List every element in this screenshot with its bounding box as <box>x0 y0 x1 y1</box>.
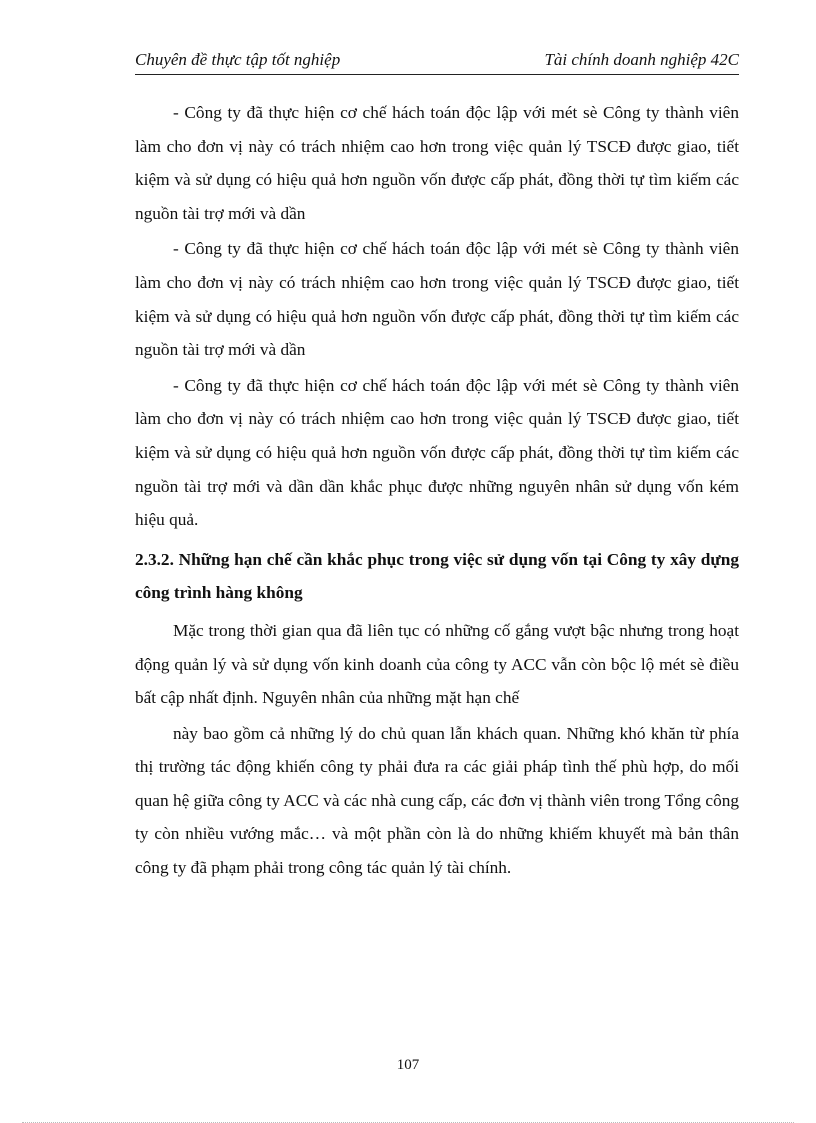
section-heading: 2.3.2. Những hạn chế cần khắc phục trong việc sử dụng vốn tại Công ty xây dựng công trình hàng không <box>135 549 739 603</box>
page-number: 107 <box>396 1057 420 1073</box>
paragraph-2: - Công ty đã thực hiện cơ chế hách toán độc lập với mét sè Công ty thành viên làm cho đơn vị này có trách nhiệm cao hơn trong việc quản lý TSCĐ được giao, tiết kiệm và sử dụng có hiệu quả hơn nguồn vốn được cấp phát, đồng thời tự tìm kiếm các nguồn tài trợ mới và dần <box>135 239 739 360</box>
page-header <box>135 48 739 75</box>
header-right-title: Tài chính doanh nghiệp 42C <box>544 50 739 69</box>
paragraph-1: - Công ty đã thực hiện cơ chế hách toán độc lập với mét sè Công ty thành viên làm cho đơn vị này có trách nhiệm cao hơn trong việc quản lý TSCĐ được giao, tiết kiệm và sử dụng có hiệu quả hơn nguồn vốn được cấp phát, đồng thời tự tìm kiếm các nguồn tài trợ mới và dần <box>135 103 739 223</box>
section-paragraph-1: Mặc trong thời gian qua đã liên tục có những cố gắng vượt bậc nhưng trong hoạt động quản lý và sử dụng vốn kinh doanh của công ty ACC vẫn còn bộc lộ mét sè điều bất cập nhất định. Nguyên nhân của những mặt hạn chế <box>135 620 739 708</box>
paragraph-3: - Công ty đã thực hiện cơ chế hách toán độc lập với mét sè Công ty thành viên làm cho đơn vị này có trách nhiệm cao hơn trong việc quản lý TSCĐ được giao, tiết kiệm và sử dụng có hiệu quả hơn nguồn vốn được cấp phát, đồng thời tự tìm kiếm các nguồn tài trợ mới và dần dần khắc phục được những nguyên nhân sử dụng vốn kém hiệu quả. <box>135 375 739 530</box>
section-paragraph-2: này bao gồm cả những lý do chủ quan lẫn khách quan. Những khó khăn từ phía thị trường tác động khiến công ty phải đưa ra các giải pháp tình thế phù hợp, do mối quan hệ giữa công ty ACC và các nhà cung cấp, các đơn vị thành viên trong Tổng công ty còn nhiều vướng mắc… và một phần còn là do những khiếm khuyết mà bản thân công ty đã phạm phải trong công tác quản lý tài chính. <box>135 723 739 878</box>
document-body <box>135 96 739 885</box>
header-left-title: Chuyên đề thực tập tốt nghiệp <box>135 50 341 69</box>
